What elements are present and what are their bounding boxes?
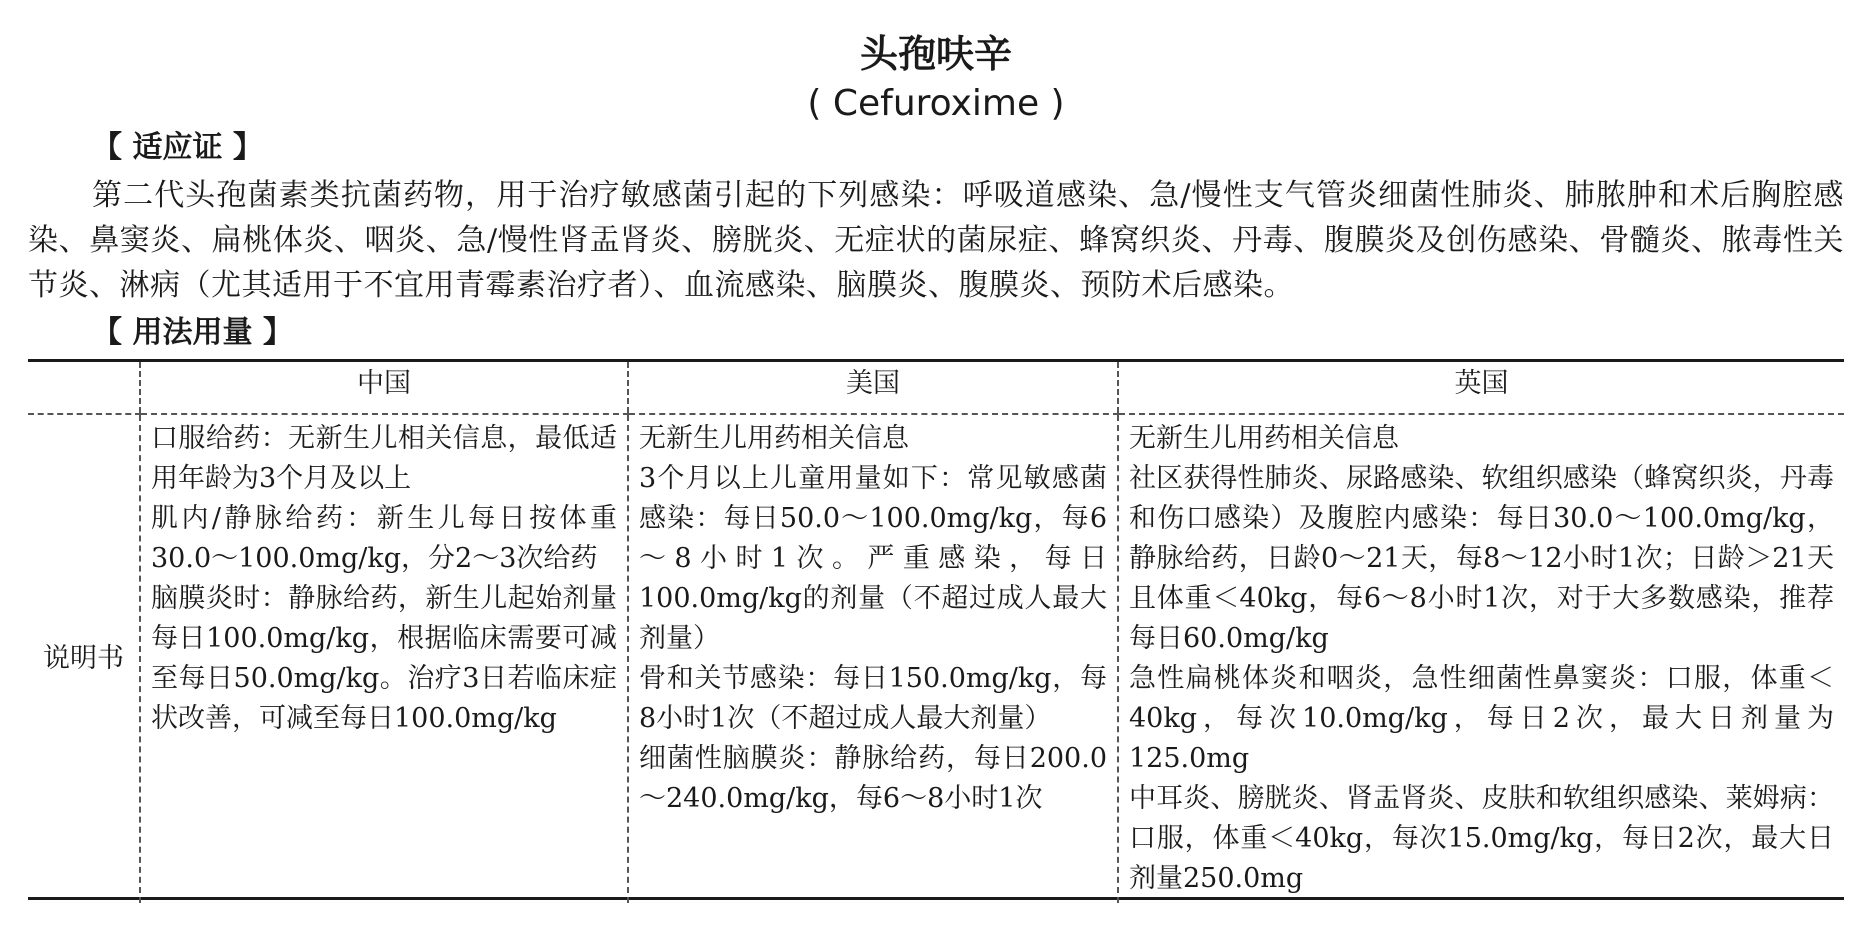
- cell-china: [140, 414, 628, 903]
- table-row: [28, 414, 1844, 903]
- indications-text: 第二代头孢菌素类抗菌药物，用于治疗敏感菌引起的下列感染：呼吸道感染、急/慢性支气管炎细菌性肺炎、肺脓肿和术后胸腔感染、鼻窦炎、扁桃体炎、咽炎、急/慢性肾盂肾炎、膀胱炎、无症状的菌尿症、蜂窝织炎、丹毒、腹膜炎及创伤感染、骨髓炎、脓毒性关节炎、淋病（尤其适用于不宜用青霉素治疗者）、血流感染、脑膜炎、腹膜炎、预防术后感染。: [28, 178, 1844, 303]
- dosage-heading: 【 用法用量 】: [92, 315, 293, 350]
- column-header-china: 中国: [140, 362, 628, 414]
- uk-line: 中耳炎、膀胱炎、肾盂肾炎、皮肤和软组织感染、莱姆病：口服，体重＜40kg，每次15.0mg/kg，每日2次，最大日剂量250.0mg: [1129, 783, 1834, 894]
- drug-english-name: ( Cefuroxime ): [807, 83, 1065, 124]
- row-label-instructions: 说明书: [43, 643, 124, 674]
- header-blank: [28, 362, 140, 414]
- usa-line: 3个月以上儿童用量如下：常见敏感菌感染：每日50.0～100.0mg/kg，每6～8小时1次。严重感染，每日100.0mg/kg的剂量（不超过成人最大剂量）: [639, 463, 1107, 654]
- cell-usa: [628, 414, 1118, 903]
- table-header-row: [28, 362, 1844, 414]
- column-header-uk: 英国: [1118, 362, 1844, 414]
- dosage-table: [28, 359, 1844, 900]
- usa-line: 细菌性脑膜炎：静脉给药，每日200.0～240.0mg/kg，每6～8小时1次: [639, 743, 1107, 814]
- indications-heading: 【 适应证 】: [92, 130, 263, 165]
- uk-line: 无新生儿用药相关信息: [1129, 423, 1399, 454]
- china-line: 口服给药：无新生儿相关信息，最低适用年龄为3个月及以上: [151, 423, 617, 494]
- uk-line: 社区获得性肺炎、尿路感染、软组织感染（蜂窝织炎，丹毒和伤口感染）及腹腔内感染：每日30.0～100.0mg/kg，静脉给药，日龄0～21天，每8～12小时1次；日龄＞21天且体重＜40kg，每6～8小时1次，对于大多数感染，推荐每日60.0mg/kg: [1129, 463, 1834, 654]
- uk-line: 急性扁桃体炎和咽炎，急性细菌性鼻窦炎：口服，体重＜40kg，每次10.0mg/kg，每日2次，最大日剂量为125.0mg: [1129, 663, 1834, 774]
- cell-uk: [1118, 414, 1844, 903]
- drug-title: 头孢呋辛: [859, 32, 1012, 76]
- column-header-usa: 美国: [628, 362, 1118, 414]
- usa-line: 骨和关节感染：每日150.0mg/kg，每8小时1次（不超过成人最大剂量）: [639, 663, 1107, 734]
- usa-line: 无新生儿用药相关信息: [639, 423, 909, 454]
- china-line: 肌内/静脉给药：新生儿每日按体重30.0～100.0mg/kg，分2～3次给药: [151, 503, 617, 574]
- china-line: 脑膜炎时：静脉给药，新生儿起始剂量每日100.0mg/kg，根据临床需要可减至每日50.0mg/kg。治疗3日若临床症状改善，可减至每日100.0mg/kg: [151, 583, 617, 734]
